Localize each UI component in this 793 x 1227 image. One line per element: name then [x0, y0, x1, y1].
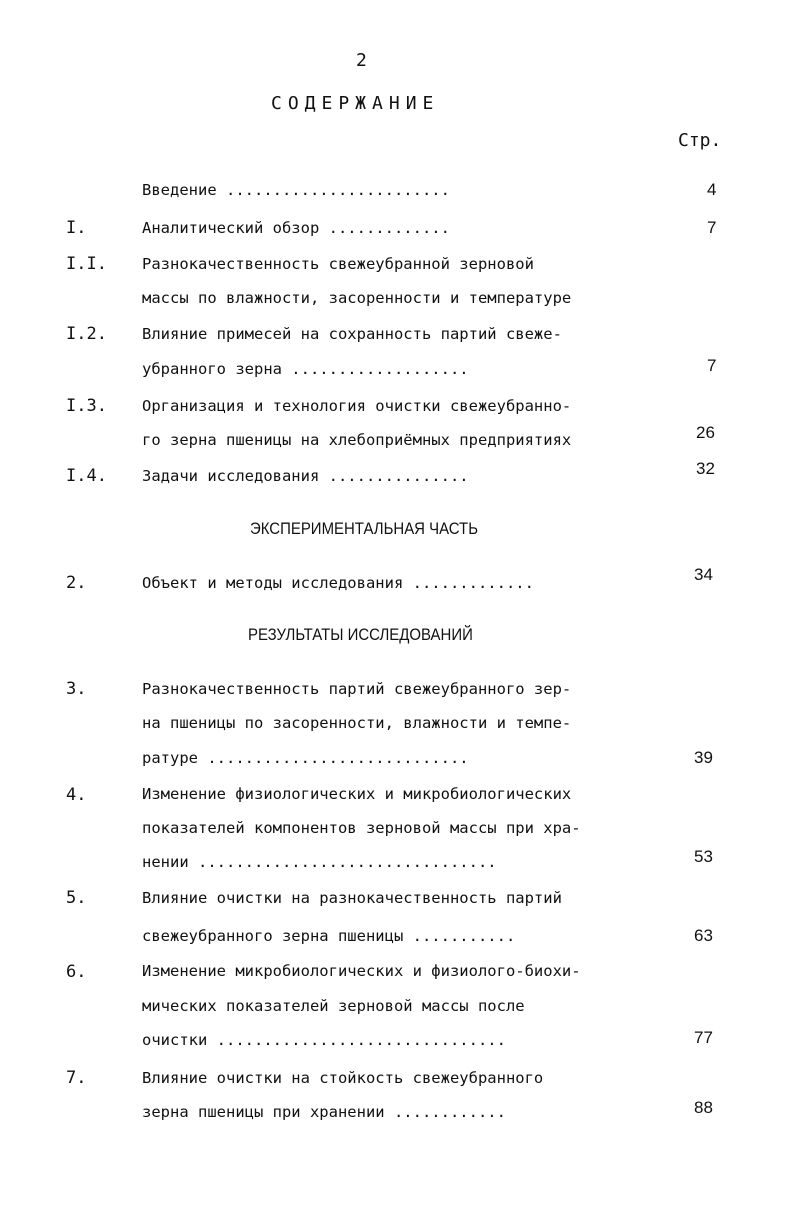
toc-entry-text: Разнокачественность партий свежеубранного зер- — [142, 680, 572, 698]
toc-entry-text: Задачи исследования ............... — [142, 467, 469, 485]
toc-entry-number: 7. — [66, 1068, 87, 1088]
section-heading-results: РЕЗУЛЬТАТЫ ИССЛЕДОВАНИЙ — [248, 625, 473, 644]
toc-entry-page: 32 — [696, 459, 715, 478]
toc-entry-number: 2. — [66, 573, 87, 593]
toc-entry-text: Влияние очистки на стойкость свежеубранного — [142, 1069, 544, 1087]
toc-entry-page: 39 — [694, 748, 713, 767]
toc-entry-page: 77 — [694, 1028, 713, 1047]
toc-entry-text: Изменение микробиологических и физиолого-биохи- — [142, 962, 581, 980]
toc-entry-text: Введение ........................ — [142, 181, 450, 199]
toc-entry-page: 53 — [694, 847, 713, 866]
toc-entry-page: 88 — [694, 1098, 713, 1117]
toc-entry-number: I.I. — [66, 254, 107, 274]
toc-entry-text: зерна пшеницы при хранении ............ — [142, 1103, 506, 1121]
toc-entry-text: показателей компонентов зерновой массы при хра- — [142, 819, 581, 837]
toc-entry-text: очистки ............................... — [142, 1031, 506, 1049]
toc-entry-number: 6. — [66, 962, 87, 982]
toc-entry-number: 4. — [66, 785, 87, 805]
page-column-label: Стр. — [678, 130, 722, 151]
toc-entry-text: Влияние примесей на сохранность партий свеже- — [142, 325, 562, 343]
toc-entry-page: 4 — [707, 180, 717, 199]
toc-entry-text: на пшеницы по засоренности, влажности и темпе- — [142, 714, 572, 732]
toc-entry-text: Объект и методы исследования ............. — [142, 574, 534, 592]
toc-entry-text: Изменение физиологических и микробиологических — [142, 785, 572, 803]
toc-entry-text: Разнокачественность свежеубранной зерновой — [142, 255, 534, 273]
toc-entry-number: 5. — [66, 888, 87, 908]
toc-entry-text: Аналитический обзор ............. — [142, 219, 450, 237]
toc-entry-number: I.2. — [66, 324, 107, 344]
toc-entry-page: 34 — [694, 565, 713, 584]
page-title: СОДЕРЖАНИЕ — [271, 93, 440, 114]
toc-entry-text: убранного зерна ................... — [142, 360, 469, 378]
toc-entry-text: го зерна пшеницы на хлебоприёмных предприятиях — [142, 431, 572, 449]
toc-entry-number: I.3. — [66, 396, 107, 416]
toc-entry-page: 63 — [694, 926, 713, 945]
toc-entry-text: Влияние очистки на разнокачественность партий — [142, 889, 562, 907]
toc-entry-text: нении ................................ — [142, 853, 497, 871]
section-heading-experimental: ЭКСПЕРИМЕНТАЛЬНАЯ ЧАСТЬ — [250, 519, 479, 538]
toc-entry-number: 3. — [66, 679, 87, 699]
toc-entry-text: свежеубранного зерна пшеницы ........... — [142, 927, 516, 945]
toc-entry-text: ратуре ............................ — [142, 749, 469, 767]
toc-entry-page: 26 — [696, 423, 715, 442]
toc-entry-number: I. — [66, 218, 87, 238]
toc-entry-page: 7 — [707, 356, 717, 375]
toc-entry-page: 7 — [707, 218, 717, 237]
page-number: 2 — [356, 50, 367, 71]
toc-entry-text: массы по влажности, засоренности и температуре — [142, 289, 572, 307]
toc-entry-text: мических показателей зерновой массы после — [142, 997, 525, 1015]
toc-entry-text: Организация и технология очистки свежеубранно- — [142, 397, 572, 415]
toc-entry-number: I.4. — [66, 466, 107, 486]
